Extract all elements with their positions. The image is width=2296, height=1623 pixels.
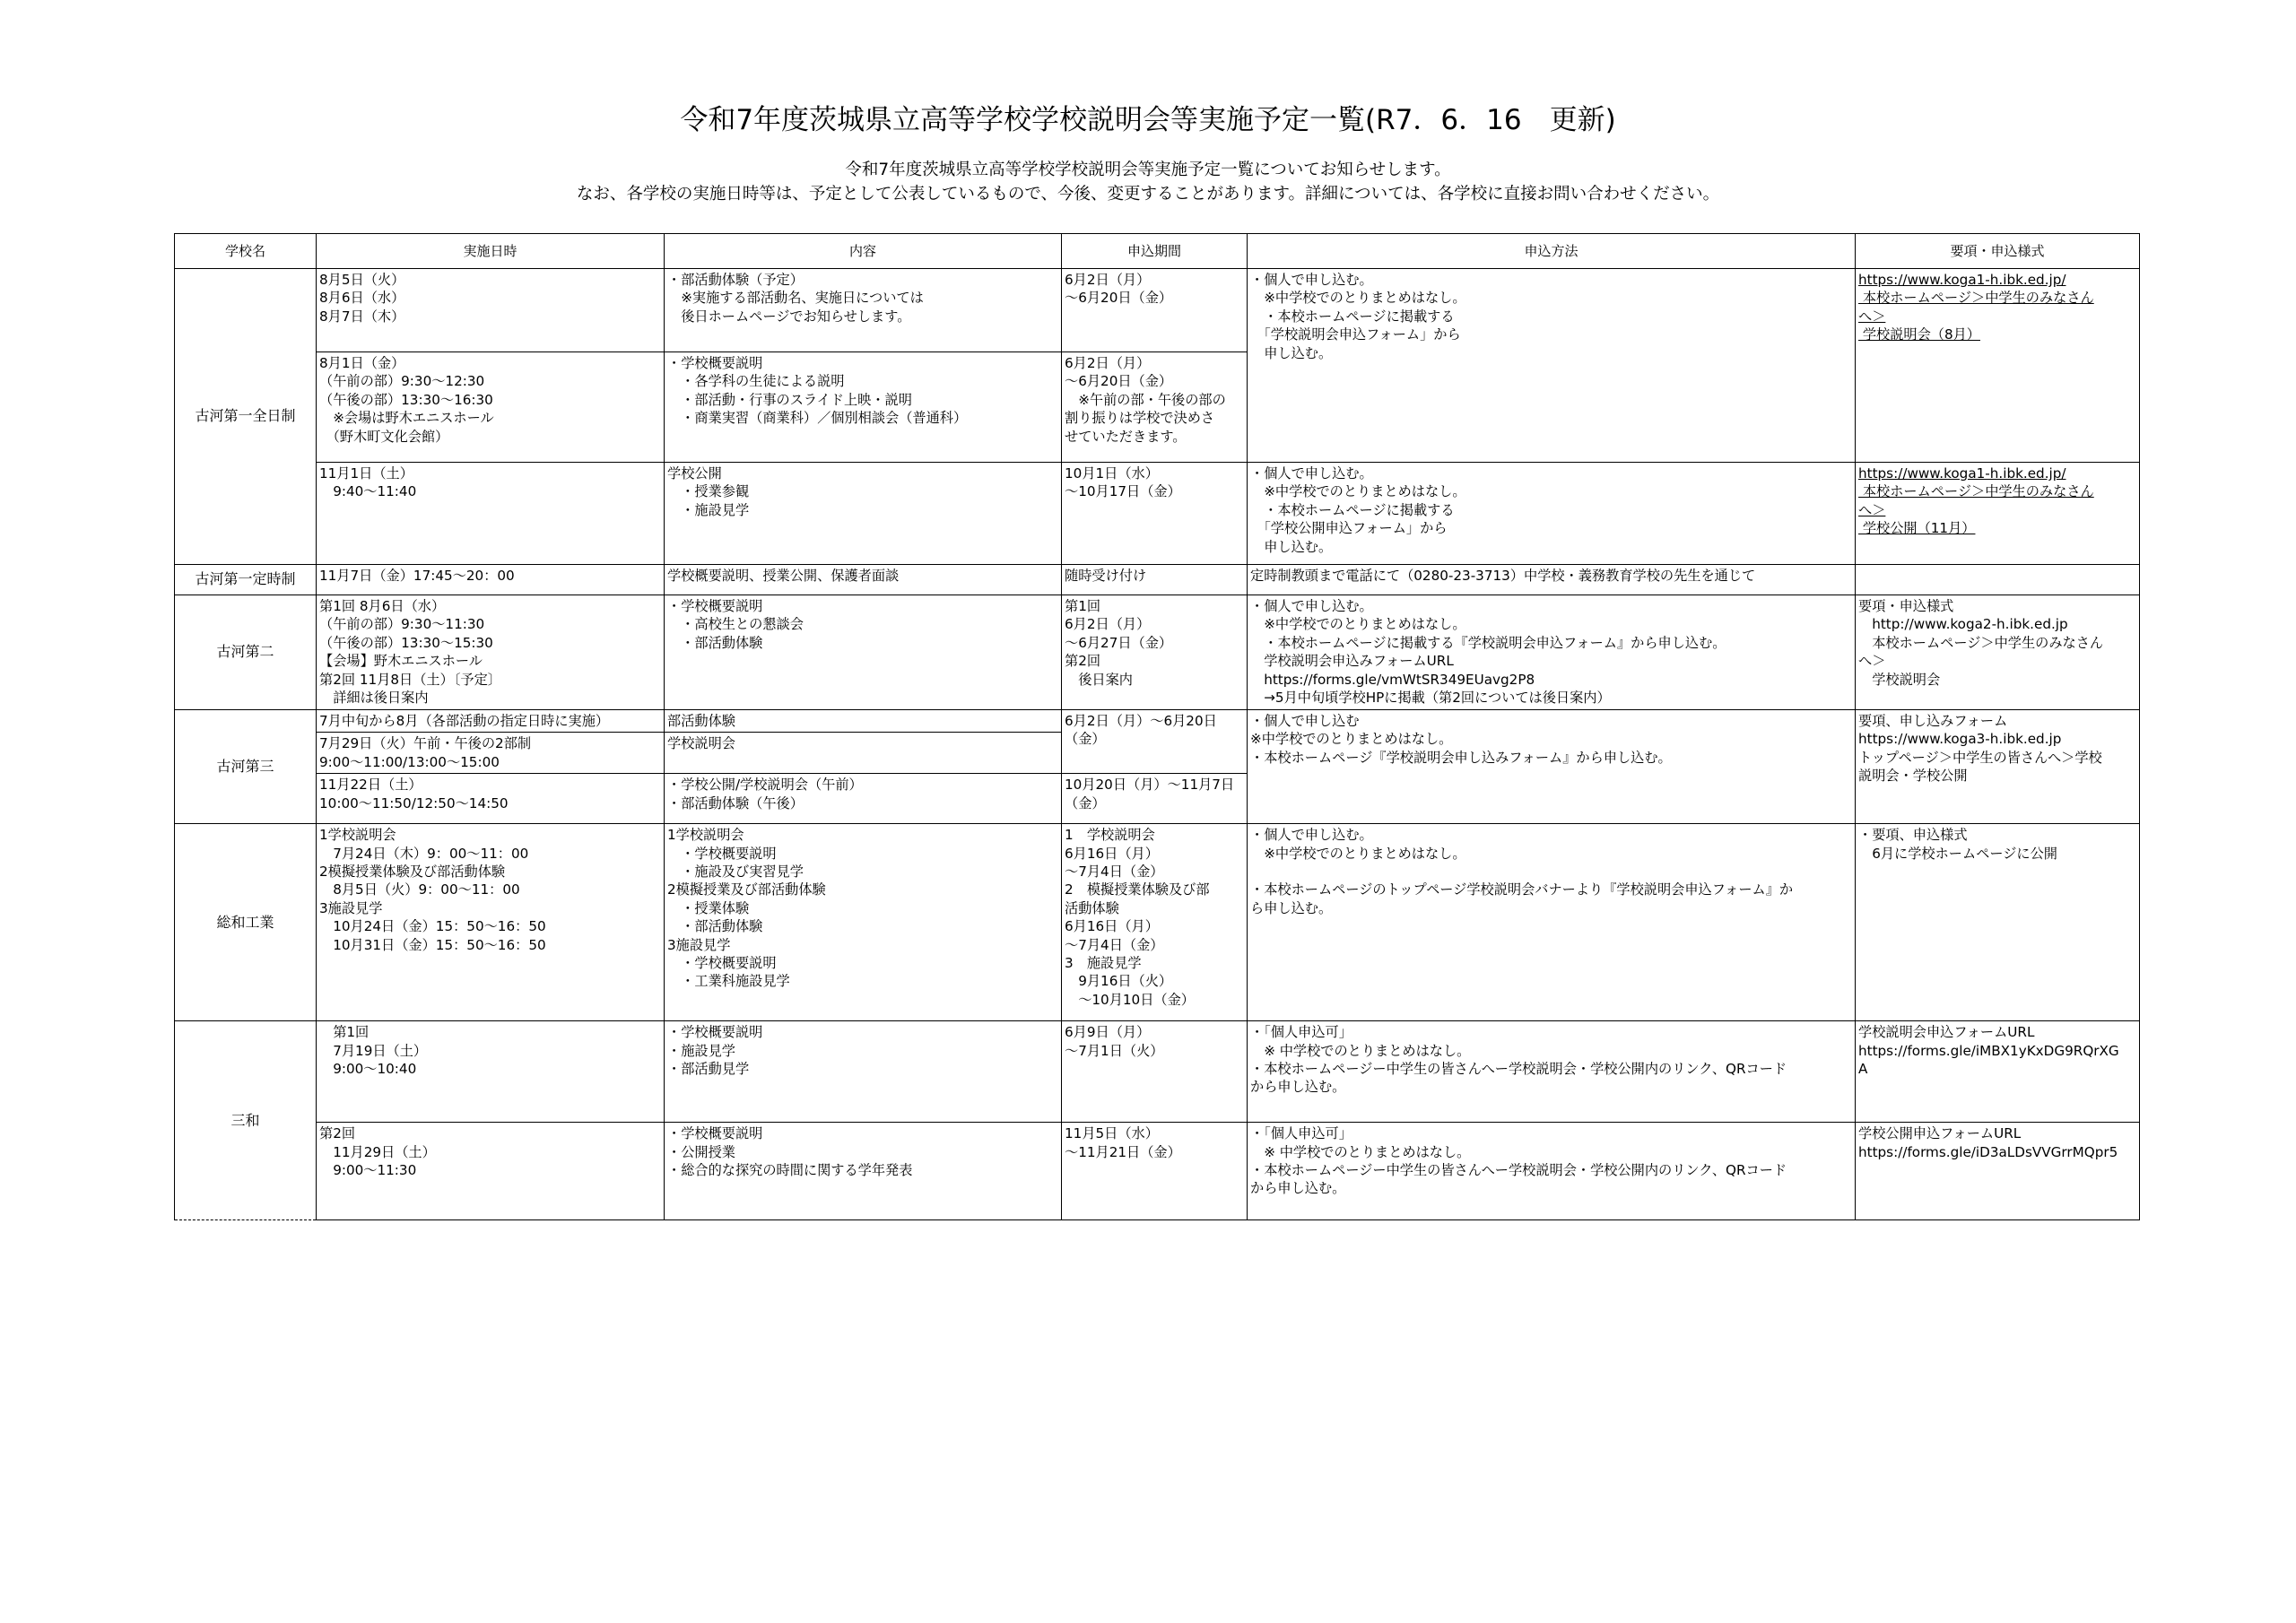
school-name: 古河第一定時制 bbox=[175, 565, 317, 595]
school-name: 古河第三 bbox=[175, 710, 317, 824]
cell-line: （午前の部）9:30～12:30 bbox=[319, 373, 485, 390]
col-header-school: 学校名 bbox=[175, 234, 317, 269]
cell-line: 学校公開 bbox=[667, 465, 722, 482]
table-cell bbox=[317, 595, 665, 710]
table-cell bbox=[317, 565, 665, 595]
cell-line: ・個人で申し込む。 bbox=[1250, 465, 1373, 482]
table-cell bbox=[317, 352, 665, 463]
cell-line: ・高校生との懇談会 bbox=[667, 616, 804, 633]
table-cell bbox=[665, 595, 1062, 710]
cell-line: ・施設及び実習見学 bbox=[667, 864, 804, 881]
cell-line: 割り振りは学校で決めさ bbox=[1065, 410, 1215, 427]
link-text[interactable]: へ＞ bbox=[1858, 501, 1886, 518]
cell-line: 部活動体験 bbox=[667, 713, 735, 729]
col-header-forms: 要項・申込様式 bbox=[1856, 234, 2140, 269]
cell-line: （金） bbox=[1065, 794, 1106, 812]
cell-line: 3施設見学 bbox=[319, 899, 383, 916]
cell-line: ・個人で申し込む。 bbox=[1250, 598, 1373, 614]
cell-line: ～7月4日（金） bbox=[1065, 864, 1164, 881]
cell-line: 9:00～11:30 bbox=[319, 1162, 417, 1179]
table-cell bbox=[1856, 1123, 2140, 1220]
table-cell bbox=[1248, 710, 1856, 824]
table-cell bbox=[665, 1021, 1062, 1123]
cell-line: 第1回 bbox=[1065, 598, 1101, 614]
table-cell bbox=[1062, 352, 1248, 463]
cell-line: ※ 中学校でのとりまとめはなし。 bbox=[1250, 1143, 1471, 1160]
cell-line: ・本校ホームページのトップページ学校説明会バナーより『学校説明会申込フォーム』か bbox=[1250, 881, 1794, 898]
cell-line: 6月2日（月） bbox=[1065, 272, 1151, 288]
table-cell bbox=[665, 774, 1062, 824]
school-name: 古河第一全日制 bbox=[175, 269, 317, 565]
cell-line: 3 施設見学 bbox=[1065, 955, 1142, 972]
cell-line: 「学校公開申込フォーム」から bbox=[1250, 520, 1448, 537]
cell-line: 【会場】野木エニスホール bbox=[319, 653, 483, 670]
cell-line: 活動体験 bbox=[1065, 899, 1119, 916]
table-row bbox=[175, 710, 2140, 733]
cell-line: 10月1日（水） bbox=[1065, 465, 1159, 482]
cell-line: 8月1日（金） bbox=[319, 355, 405, 371]
cell-line: ・公開授業 bbox=[667, 1143, 735, 1160]
table-cell bbox=[1062, 774, 1248, 824]
cell-line: ・総合的な探究の時間に関する学年発表 bbox=[667, 1162, 913, 1179]
school-name: 三和 bbox=[175, 1021, 317, 1220]
cell-line: 7月19日（土） bbox=[319, 1042, 428, 1059]
cell-line: 6月2日（月） bbox=[1065, 616, 1151, 633]
cell-line: 10:00～11:50/12:50～14:50 bbox=[319, 794, 509, 812]
cell-line: 6月2日（月）～6月20日 bbox=[1065, 713, 1217, 729]
link-text[interactable]: https://www.koga1-h.ibk.ed.jp/ bbox=[1858, 465, 2066, 482]
table-cell bbox=[1062, 595, 1248, 710]
cell-line: 学校説明会申込フォームURL bbox=[1858, 1024, 2035, 1041]
table-row bbox=[175, 565, 2140, 595]
table-cell bbox=[1062, 269, 1248, 352]
cell-line: ～7月1日（火） bbox=[1065, 1042, 1164, 1059]
cell-line: 学校説明会申込みフォームURL bbox=[1250, 653, 1454, 670]
cell-line: 10月20日（月）～11月7日 bbox=[1065, 777, 1235, 794]
cell-line: ～10月10日（金） bbox=[1065, 991, 1195, 1008]
cell-line: ・本校ホームページに掲載する bbox=[1250, 501, 1455, 518]
table-cell bbox=[665, 824, 1062, 1021]
cell-line: ・部活動体験 bbox=[667, 634, 763, 651]
table-cell bbox=[317, 269, 665, 352]
cell-line: ～6月20日（金） bbox=[1065, 373, 1173, 390]
table-cell bbox=[1856, 824, 2140, 1021]
cell-line: ・部活動体験（午後） bbox=[667, 794, 804, 812]
cell-line: （午前の部）9:30～11:30 bbox=[319, 616, 485, 633]
cell-line: 9月16日（火） bbox=[1065, 973, 1173, 990]
cell-line: ・要項、申込様式 bbox=[1858, 827, 1968, 844]
cell-line: 申し込む。 bbox=[1250, 538, 1333, 555]
cell-line: A bbox=[1858, 1061, 1868, 1078]
cell-line: 9:40～11:40 bbox=[319, 483, 417, 500]
link-text[interactable]: 学校公開（11月） bbox=[1858, 520, 1976, 537]
table-cell bbox=[317, 1021, 665, 1123]
col-header-date: 実施日時 bbox=[317, 234, 665, 269]
cell-line: ・学校概要説明 bbox=[667, 598, 763, 614]
cell-line: 7月24日（木）9：00～11：00 bbox=[319, 845, 529, 862]
header-row bbox=[175, 234, 2140, 269]
cell-line: https://forms.gle/vmWtSR349EUavg2P8 bbox=[1250, 671, 1535, 688]
cell-line bbox=[1250, 863, 1852, 881]
cell-line: 10月24日（金）15：50～16：50 bbox=[319, 918, 546, 935]
cell-line: 2模擬授業及び部活動体験 bbox=[667, 881, 826, 898]
cell-line: ・商業実習（商業科）／個別相談会（普通科） bbox=[667, 410, 968, 427]
link-text[interactable]: へ＞ bbox=[1858, 308, 1886, 325]
cell-line: 要項、申し込みフォーム bbox=[1858, 713, 2008, 729]
table-cell bbox=[1856, 463, 2140, 565]
cell-line: 定時制教頭まで電話にて（0280-23-3713）中学校・義務教育学校の先生を通じて bbox=[1250, 568, 1756, 584]
table-cell bbox=[1856, 1021, 2140, 1123]
cell-line: せていただきます。 bbox=[1065, 428, 1187, 445]
cell-line: 1学校説明会 bbox=[667, 827, 744, 844]
cell-line: ・施設見学 bbox=[667, 501, 750, 518]
cell-line: 第2回 bbox=[319, 1125, 356, 1142]
cell-line: ・個人で申し込む。 bbox=[1250, 827, 1373, 844]
cell-line: 第2回 11月8日（土）〔予定〕 bbox=[319, 671, 501, 688]
table-cell bbox=[317, 774, 665, 824]
cell-line: ・学校概要説明 bbox=[667, 845, 777, 862]
table-cell bbox=[1248, 824, 1856, 1021]
cell-line: ・部活動体験（予定） bbox=[667, 272, 804, 288]
cell-line: 3施設見学 bbox=[667, 936, 731, 953]
table-body bbox=[175, 269, 2140, 1220]
cell-line: ・本校ホームページー中学生の皆さんへー学校説明会・学校公開内のリンク、QRコード bbox=[1250, 1162, 1787, 1179]
cell-line: 11月5日（水） bbox=[1065, 1125, 1159, 1142]
cell-line: 本校ホームページ＞中学生のみなさん bbox=[1858, 634, 2104, 651]
cell-line: 第1回 bbox=[319, 1024, 370, 1041]
cell-line: ・授業参観 bbox=[667, 483, 750, 500]
table-cell bbox=[1062, 1123, 1248, 1220]
cell-line: 2 模擬授業体験及び部 bbox=[1065, 881, 1210, 898]
table-cell bbox=[1248, 595, 1856, 710]
cell-line: https://forms.gle/iD3aLDsVVGrrMQpr5 bbox=[1858, 1143, 2118, 1160]
cell-line: 学校概要説明、授業公開、保護者面談 bbox=[667, 568, 900, 584]
cell-line: 要項・申込様式 bbox=[1858, 598, 1954, 614]
table-cell bbox=[665, 352, 1062, 463]
table-cell bbox=[665, 269, 1062, 352]
cell-line: ・本校ホームページー中学生の皆さんへー学校説明会・学校公開内のリンク、QRコード bbox=[1250, 1061, 1787, 1078]
link-text[interactable]: 本校ホームページ＞中学生のみなさん bbox=[1858, 290, 2094, 307]
table-cell bbox=[1062, 463, 1248, 565]
col-header-content: 内容 bbox=[665, 234, 1062, 269]
cell-line: ・「個人申込可」 bbox=[1250, 1024, 1352, 1041]
cell-line: https://www.koga3-h.ibk.ed.jp bbox=[1858, 731, 2062, 748]
table-cell bbox=[665, 463, 1062, 565]
cell-line: ※中学校でのとりまとめはなし。 bbox=[1250, 616, 1466, 633]
cell-line: ・授業体験 bbox=[667, 899, 750, 916]
table-cell bbox=[1856, 565, 2140, 595]
cell-line: 11月29日（土） bbox=[319, 1143, 436, 1160]
cell-line: （金） bbox=[1065, 731, 1106, 748]
cell-line: 6月16日（月） bbox=[1065, 918, 1159, 935]
table-cell bbox=[317, 733, 665, 774]
cell-line: ・個人で申し込む bbox=[1250, 713, 1360, 729]
cell-line: ・施設見学 bbox=[667, 1042, 735, 1059]
cell-line: ～7月4日（金） bbox=[1065, 936, 1164, 953]
cell-line: ※ 中学校でのとりまとめはなし。 bbox=[1250, 1042, 1471, 1059]
cell-line: ※会場は野木エニスホール bbox=[319, 410, 494, 427]
cell-line: 6月16日（月） bbox=[1065, 845, 1159, 862]
table-row bbox=[175, 463, 2140, 565]
cell-line: ・「個人申込可」 bbox=[1250, 1125, 1352, 1142]
cell-line: 6月2日（月） bbox=[1065, 355, 1151, 371]
link-text[interactable]: https://www.koga1-h.ibk.ed.jp/ bbox=[1858, 272, 2066, 288]
table-cell bbox=[665, 565, 1062, 595]
cell-line: （野木町文化会館） bbox=[319, 428, 449, 445]
cell-line: へ＞ bbox=[1858, 653, 1886, 670]
table-cell bbox=[1856, 710, 2140, 824]
table-cell bbox=[317, 710, 665, 733]
cell-line: （午後の部）13:30～16:30 bbox=[319, 391, 493, 408]
cell-line: 第1回 8月6日（水） bbox=[319, 598, 446, 614]
cell-line: ・学校概要説明 bbox=[667, 955, 777, 972]
cell-line: →5月中旬頃学校HPに掲載（第2回については後日案内） bbox=[1250, 690, 1611, 707]
table-cell bbox=[1248, 463, 1856, 565]
cell-line: 後日ホームページでお知らせします。 bbox=[667, 308, 911, 325]
cell-line: ・各学科の生徒による説明 bbox=[667, 373, 845, 390]
cell-line: ・部活動体験 bbox=[667, 918, 763, 935]
cell-line: 学校公開申込フォームURL bbox=[1858, 1125, 2022, 1142]
cell-line: 8月6日（水） bbox=[319, 290, 405, 307]
cell-line: 7月29日（火）午前・午後の2部制 bbox=[319, 735, 532, 752]
table-cell bbox=[1248, 1021, 1856, 1123]
cell-line: から申し込む。 bbox=[1250, 1079, 1346, 1096]
cell-line: 申し込む。 bbox=[1250, 344, 1333, 361]
cell-line: 6月9日（月） bbox=[1065, 1024, 1151, 1041]
table-row bbox=[175, 824, 2140, 1021]
table-row bbox=[175, 269, 2140, 352]
cell-line: ・学校概要説明 bbox=[667, 1024, 763, 1041]
cell-line: 11月7日（金）17:45～20：00 bbox=[319, 568, 515, 584]
cell-line: ※中学校でのとりまとめはなし。 bbox=[1250, 290, 1466, 307]
intro-line: 令和7年度茨城県立高等学校学校説明会等実施予定一覧についてお知らせします。 bbox=[845, 161, 1451, 179]
table-cell bbox=[1248, 269, 1856, 463]
table-cell bbox=[317, 1123, 665, 1220]
cell-line: 8月5日（火）9：00～11：00 bbox=[319, 881, 520, 898]
cell-line: から申し込む。 bbox=[1250, 1180, 1346, 1197]
cell-line: ら申し込む。 bbox=[1250, 899, 1333, 916]
cell-line: ※中学校でのとりまとめはなし。 bbox=[1250, 845, 1466, 862]
cell-line: ・学校概要説明 bbox=[667, 355, 763, 371]
intro-text bbox=[0, 158, 2296, 206]
cell-line: ・本校ホームページに掲載する『学校説明会申込フォーム』から申し込む。 bbox=[1250, 634, 1726, 651]
cell-line: ～6月27日（金） bbox=[1065, 634, 1173, 651]
page-title: 令和7年度茨城県立高等学校学校説明会等実施予定一覧(R7．6．16 更新) bbox=[680, 104, 1616, 136]
cell-line: 11月22日（土） bbox=[319, 777, 422, 794]
cell-line: http://www.koga2-h.ibk.ed.jp bbox=[1858, 616, 2068, 633]
table-cell bbox=[1062, 824, 1248, 1021]
cell-line: 学校説明会 bbox=[1858, 671, 1941, 688]
cell-line: 第2回 bbox=[1065, 653, 1101, 670]
cell-line: 1 学校説明会 bbox=[1065, 827, 1155, 844]
table-row bbox=[175, 1123, 2140, 1220]
table-cell bbox=[665, 710, 1062, 733]
cell-line: 学校説明会 bbox=[667, 735, 735, 752]
cell-line: ・本校ホームページに掲載する bbox=[1250, 308, 1455, 325]
cell-line: ・工業科施設見学 bbox=[667, 973, 790, 990]
table-cell bbox=[1856, 595, 2140, 710]
cell-line: （午後の部）13:30～15:30 bbox=[319, 634, 493, 651]
cell-line: ～10月17日（金） bbox=[1065, 483, 1181, 500]
cell-line: ・学校公開/学校説明会（午前） bbox=[667, 777, 863, 794]
table-cell bbox=[1062, 1021, 1248, 1123]
table-cell bbox=[1248, 1123, 1856, 1220]
cell-line: 11月1日（土） bbox=[319, 465, 413, 482]
cell-line: 「学校説明会申込フォーム」から bbox=[1250, 326, 1461, 343]
cell-line: ※中学校でのとりまとめはなし。 bbox=[1250, 483, 1466, 500]
table-cell bbox=[1062, 565, 1248, 595]
school-name: 総和工業 bbox=[175, 824, 317, 1021]
table-cell bbox=[317, 463, 665, 565]
table-row bbox=[175, 1021, 2140, 1123]
cell-line: 8月5日（火） bbox=[319, 272, 405, 288]
cell-line: 詳細は後日案内 bbox=[319, 690, 429, 707]
cell-line: 7月中旬から8月（各部活動の指定日時に実施） bbox=[319, 713, 610, 729]
table-cell bbox=[1248, 565, 1856, 595]
cell-line: ・学校概要説明 bbox=[667, 1125, 763, 1142]
cell-line: ※実施する部活動名、実施日については bbox=[667, 290, 924, 307]
cell-line: 8月7日（木） bbox=[319, 308, 405, 325]
table-cell bbox=[1856, 269, 2140, 463]
cell-line: ・部活動・行事のスライド上映・説明 bbox=[667, 391, 912, 408]
cell-line: 6月に学校ホームページに公開 bbox=[1858, 845, 2057, 862]
col-header-period: 申込期間 bbox=[1062, 234, 1248, 269]
cell-line: トップページ＞中学生の皆さんへ＞学校 bbox=[1858, 749, 2102, 766]
cell-line: 9:00～10:40 bbox=[319, 1061, 417, 1078]
link-text[interactable]: 学校説明会（8月） bbox=[1858, 326, 1980, 343]
cell-line: 10月31日（金）15：50～16：50 bbox=[319, 936, 546, 953]
cell-line: 説明会・学校公開 bbox=[1858, 768, 1968, 785]
table-row bbox=[175, 595, 2140, 710]
cell-line: 随時受け付け bbox=[1065, 568, 1147, 584]
cell-line: ※中学校でのとりまとめはなし。 bbox=[1250, 731, 1453, 748]
cell-line: 2模擬授業体験及び部活動体験 bbox=[319, 864, 506, 881]
table-cell bbox=[665, 733, 1062, 774]
link-text[interactable]: 本校ホームページ＞中学生のみなさん bbox=[1858, 483, 2094, 500]
cell-line: ・個人で申し込む。 bbox=[1250, 272, 1373, 288]
school-name: 古河第二 bbox=[175, 595, 317, 710]
cell-line: https://forms.gle/iMBX1yKxDG9RQrXG bbox=[1858, 1042, 2119, 1059]
cell-line: 9:00～11:00/13:00～15:00 bbox=[319, 753, 500, 770]
cell-line: ～11月21日（金） bbox=[1065, 1143, 1181, 1160]
schedule-table bbox=[174, 233, 2140, 1220]
table-cell bbox=[665, 1123, 1062, 1220]
cell-line: ・本校ホームページ『学校説明会申し込みフォーム』から申し込む。 bbox=[1250, 749, 1672, 766]
intro-line: なお、各学校の実施日時等は、予定として公表しているもので、今後、変更することがあります。詳細については、各学校に直接お問い合わせください。 bbox=[576, 185, 1720, 204]
table-cell bbox=[1062, 710, 1248, 774]
cell-line: ※午前の部・午後の部の bbox=[1065, 391, 1226, 408]
col-header-method: 申込方法 bbox=[1248, 234, 1856, 269]
table-cell bbox=[317, 824, 665, 1021]
cell-line: ～6月20日（金） bbox=[1065, 290, 1173, 307]
cell-line: 後日案内 bbox=[1065, 671, 1133, 688]
cell-line: ・部活動見学 bbox=[667, 1061, 750, 1078]
cell-line: 1学校説明会 bbox=[319, 827, 396, 844]
